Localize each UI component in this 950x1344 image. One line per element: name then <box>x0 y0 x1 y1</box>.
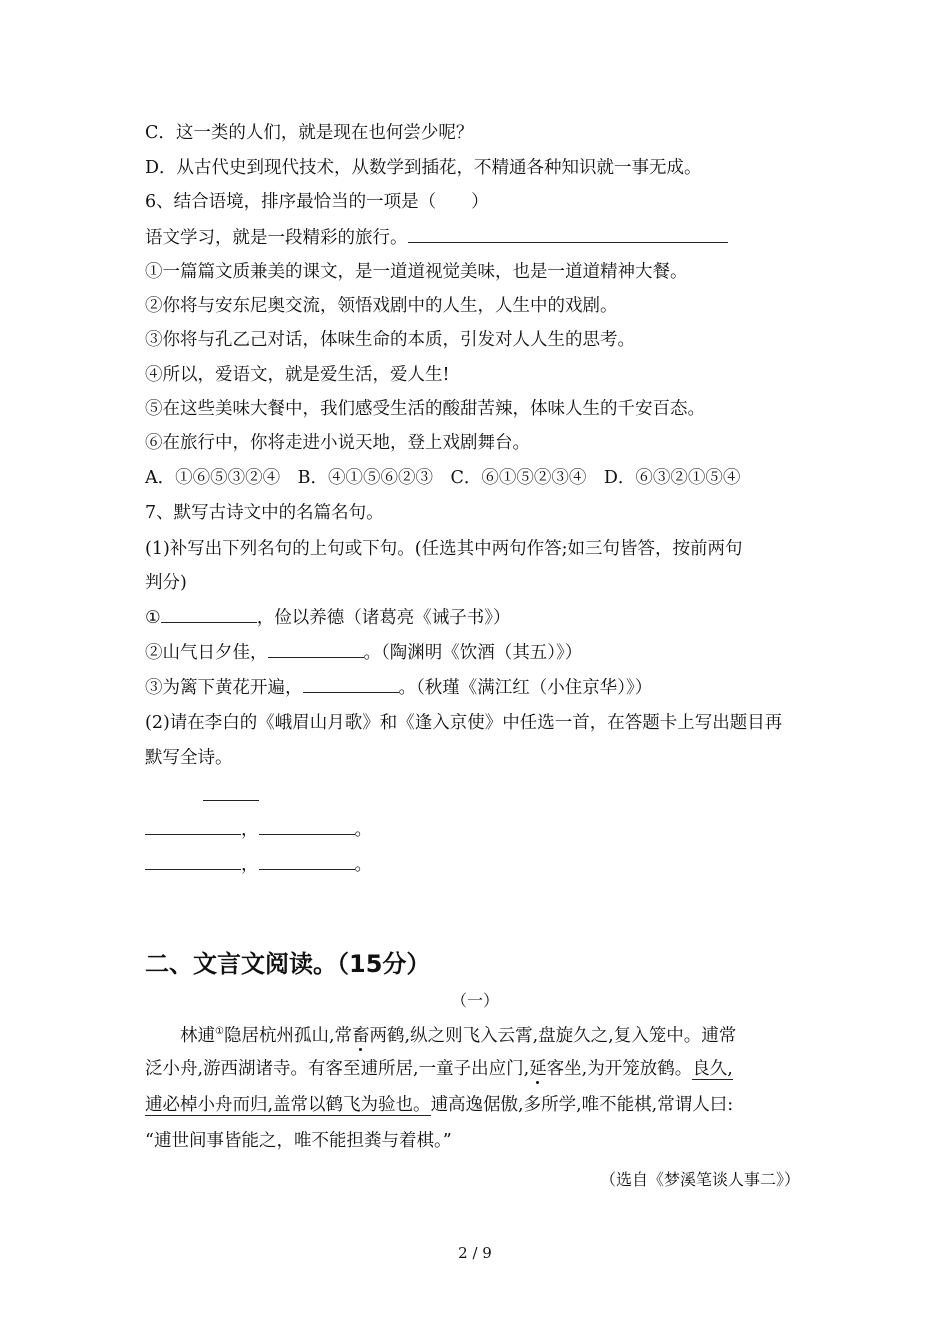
sentence-3: ③你将与孔乙己对话，体味生命的本质，引发对人人生的思考。 <box>145 330 635 350</box>
underlined-text: 良久, <box>692 1059 733 1079</box>
section-subheading: （一） <box>450 991 499 1010</box>
poem-title-blank <box>203 800 259 801</box>
fill-blank-1 <box>161 606 257 623</box>
passage-line-1: 林逋①隐居杭州孤山,常畜两鹤,纵之则飞入云霄,盘旋久之,复入笼中。逋常 <box>180 1025 737 1046</box>
passage-line-2: 泛小舟,游西湖诸寺。有客至逋所居,一童子出应门,延客坐,为开笼放鹤。良久, <box>145 1059 733 1079</box>
fill-item-1: ① ，俭以养德（诸葛亮《诫子书》） <box>145 608 511 628</box>
sentence-2: ②你将与安东尼奥交流，领悟戏剧中的人生，人生中的戏剧。 <box>145 296 618 316</box>
part-1-instruction-line-2: 判分) <box>145 573 187 593</box>
question-5-option-c: C．这一类的人们，就是现在也何尝少呢？ <box>145 123 474 143</box>
page-number: 2 / 9 <box>458 1244 492 1262</box>
poem-blank <box>145 818 241 835</box>
poem-line-2: ， 。 <box>145 853 372 877</box>
answer-blank <box>408 226 728 243</box>
question-6-lead <box>145 226 728 250</box>
lead-text: 语文学习，就是一段精彩的旅行。 <box>145 228 408 248</box>
dotted-char: 延 <box>529 1059 547 1079</box>
fill-blank-3 <box>303 676 399 693</box>
question-6-options: A．①⑥⑤③②④ B．④①⑤⑥②③ C．⑥①⑤②③④ D．⑥③②①⑤④ <box>145 468 741 488</box>
passage-line-4: “逋世间事皆能之，唯不能担粪与着棋。” <box>145 1131 452 1151</box>
poem-line-1: ， 。 <box>145 818 372 842</box>
dotted-char: 畜 <box>352 1025 370 1046</box>
poem-blank <box>145 853 241 870</box>
question-7-prompt: 7、默写古诗文中的名篇名句。 <box>145 503 384 523</box>
part-2-instruction-line-1: (2)请在李白的《峨眉山月歌》和《逢入京使》中任选一首，在答题卡上写出题目再 <box>145 713 783 733</box>
sentence-5: ⑤在这些美味大餐中，我们感受生活的酸甜苦辣，体味人生的千安百态。 <box>145 399 705 419</box>
fill-item-3: ③为篱下黄花开遍， 。（秋瑾《满江红（小住京华）》） <box>145 678 653 698</box>
footnote-marker: ① <box>215 1026 224 1037</box>
part-2-instruction-line-2: 默写全诗。 <box>145 748 233 768</box>
question-5-option-d: D．从古代史到现代技术，从数学到插花，不精通各种知识就一事无成。 <box>145 158 702 178</box>
question-6-prompt: 6、结合语境，排序最恰当的一项是（ ） <box>145 192 489 212</box>
passage-line-3: 逋必棹小舟而归,盖常以鹤飞为验也。逋高逸倨傲,多所学,唯不能棋,常谓人曰: <box>145 1095 734 1115</box>
passage-source: （选自《梦溪笔谈人事二》） <box>599 1170 800 1189</box>
fill-item-2: ②山气日夕佳， 。（陶渊明《饮酒（其五）》） <box>145 643 583 663</box>
sentence-1: ①一篇篇文质兼美的课文，是一道道视觉美味，也是一道道精神大餐。 <box>145 262 688 282</box>
section-heading: 二、文言文阅读。（15分） <box>145 950 431 978</box>
poem-blank <box>259 853 355 870</box>
part-1-instruction-line-1: (1)补写出下列名句的上句或下句。(任选其中两句作答;如三句皆答，按前两句 <box>145 539 743 559</box>
poem-blank <box>259 818 355 835</box>
fill-blank-2 <box>268 641 364 658</box>
sentence-4: ④所以，爱语文，就是爱生活，爱人生! <box>145 365 450 385</box>
underlined-text: 逋必棹小舟而归,盖常以鹤飞为验也。 <box>145 1095 431 1115</box>
sentence-6: ⑥在旅行中，你将走进小说天地，登上戏剧舞台。 <box>145 433 530 453</box>
